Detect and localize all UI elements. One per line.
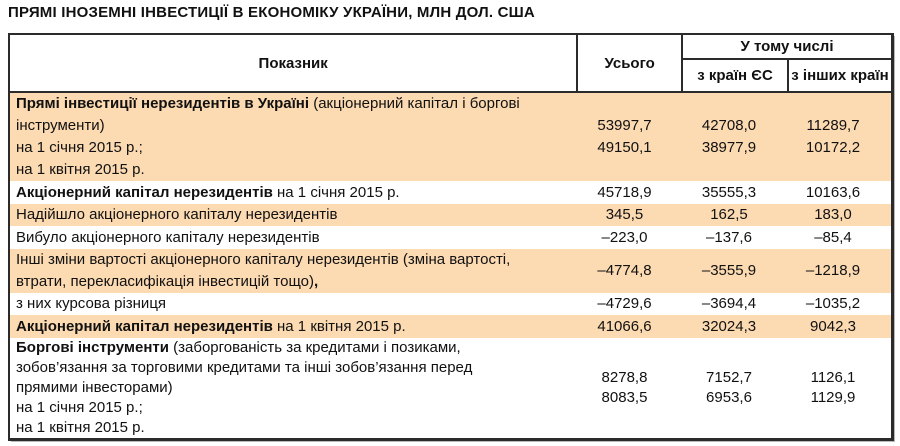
row-label (10, 249, 578, 293)
row-label (10, 226, 578, 249)
row-label (10, 181, 578, 204)
value-other (787, 93, 891, 181)
value-eu (683, 181, 787, 204)
value-line: –137,6 (706, 228, 752, 246)
value-line: 38977,9 (701, 139, 757, 156)
value-line: 1129,9 (810, 389, 856, 406)
value-other (787, 249, 891, 293)
value-line: –1035,2 (805, 295, 861, 312)
value-line: 8083,5 (601, 389, 648, 406)
value-line: 1126,1 (810, 369, 856, 386)
value-total (578, 249, 683, 293)
value-eu (683, 226, 787, 249)
table-row (10, 93, 891, 181)
value-line: 35555,3 (701, 183, 757, 201)
value-line: 6953,6 (706, 389, 752, 406)
value-other (787, 315, 891, 338)
value-line: 10163,6 (805, 183, 861, 201)
row-label (10, 315, 578, 338)
table-row (10, 338, 891, 438)
label-line: Прямі інвестиції нерезидентів в Україні (акціонерний капітал і боргові (16, 95, 520, 112)
value-line: 8278,8 (601, 369, 648, 386)
label-line: на 1 квітня 2015 р. (16, 419, 145, 436)
value-other (787, 226, 891, 249)
label-line: на 1 квітня 2015 р. (16, 161, 145, 178)
value-total (578, 93, 683, 181)
value-eu (683, 93, 787, 181)
value-line: 162,5 (710, 206, 748, 223)
col-header-total: Усього (576, 35, 681, 91)
page-title: ПРЯМІ ІНОЗЕМНІ ІНВЕСТИЦІЇ В ЕКОНОМІКУ УКРАЇНИ, МЛН ДОЛ. США (8, 4, 535, 21)
header-row (10, 35, 891, 93)
label-line: Боргові інструменти (заборгованість за кредитами і позиками, (16, 339, 461, 356)
label-line: втрати, перекласифікація інвестицій тощо), (16, 273, 319, 290)
label-line: з них курсова різниця (16, 295, 167, 312)
label-line: Вибуло акціонерного капіталу нерезидентів (16, 228, 320, 246)
row-label (10, 338, 578, 438)
header-including-group (681, 35, 891, 91)
col-header-eu: з країн ЄС (697, 67, 773, 84)
value-total (578, 315, 683, 338)
table-row (10, 315, 891, 338)
value-other (787, 204, 891, 226)
table-row (10, 204, 891, 226)
value-line: –223,0 (601, 228, 648, 246)
col-header-indicator: Показник (258, 54, 328, 72)
label-line: зобов’язання за торговими кредитами та інші зобов’язання перед (16, 359, 473, 376)
value-line: 41066,6 (597, 317, 652, 335)
value-line: –3555,9 (701, 262, 757, 279)
value-line: –4774,8 (597, 262, 652, 279)
value-line: 32024,3 (701, 317, 757, 335)
value-line: 45718,9 (597, 183, 652, 201)
value-eu (683, 315, 787, 338)
value-line: 9042,3 (810, 317, 856, 335)
col-header-other: з інших країн (787, 60, 891, 91)
value-line: 345,5 (605, 206, 644, 223)
value-line: 11289,7 (806, 117, 860, 134)
value-eu (683, 338, 787, 438)
value-total (578, 204, 683, 226)
value-eu (683, 249, 787, 293)
label-line: інструменти) (16, 117, 105, 134)
label-line: Акціонерний капітал нерезидентів на 1 січня 2015 р. (16, 183, 400, 201)
row-label (10, 293, 578, 315)
value-line: 10172,2 (805, 139, 861, 156)
label-line: на 1 січня 2015 р.; (16, 399, 143, 416)
fdi-table (8, 33, 894, 441)
value-eu (683, 204, 787, 226)
table-row (10, 249, 891, 293)
label-line: Надійшло акціонерного капіталу нерезидентів (16, 206, 338, 223)
value-other (787, 338, 891, 438)
value-line: –85,4 (814, 228, 852, 246)
value-other (787, 293, 891, 315)
table-row (10, 293, 891, 315)
value-line: –3694,4 (701, 295, 757, 312)
value-line: –4729,6 (597, 295, 652, 312)
value-eu (683, 293, 787, 315)
value-total (578, 181, 683, 204)
header-subrow (683, 60, 891, 91)
value-line: –1218,9 (805, 262, 861, 279)
label-line: Акціонерний капітал нерезидентів на 1 квітня 2015 р. (16, 317, 406, 335)
label-line: прямими інвесторами) (16, 379, 173, 396)
label-line: Інші зміни вартості акціонерного капіталу нерезидентів (зміна вартості, (16, 251, 511, 268)
value-total (578, 226, 683, 249)
value-total (578, 338, 683, 438)
col-header-including: У тому числі (683, 35, 891, 60)
row-label (10, 93, 578, 181)
table-row (10, 181, 891, 204)
value-total (578, 293, 683, 315)
value-line: 7152,7 (706, 369, 752, 386)
value-line: 49150,1 (597, 139, 652, 156)
value-other (787, 181, 891, 204)
value-line: 183,0 (814, 206, 852, 223)
value-line: 53997,7 (597, 117, 652, 134)
row-label (10, 204, 578, 226)
label-line: на 1 січня 2015 р.; (16, 139, 143, 156)
value-line: 42708,0 (701, 117, 757, 134)
table-row (10, 226, 891, 249)
